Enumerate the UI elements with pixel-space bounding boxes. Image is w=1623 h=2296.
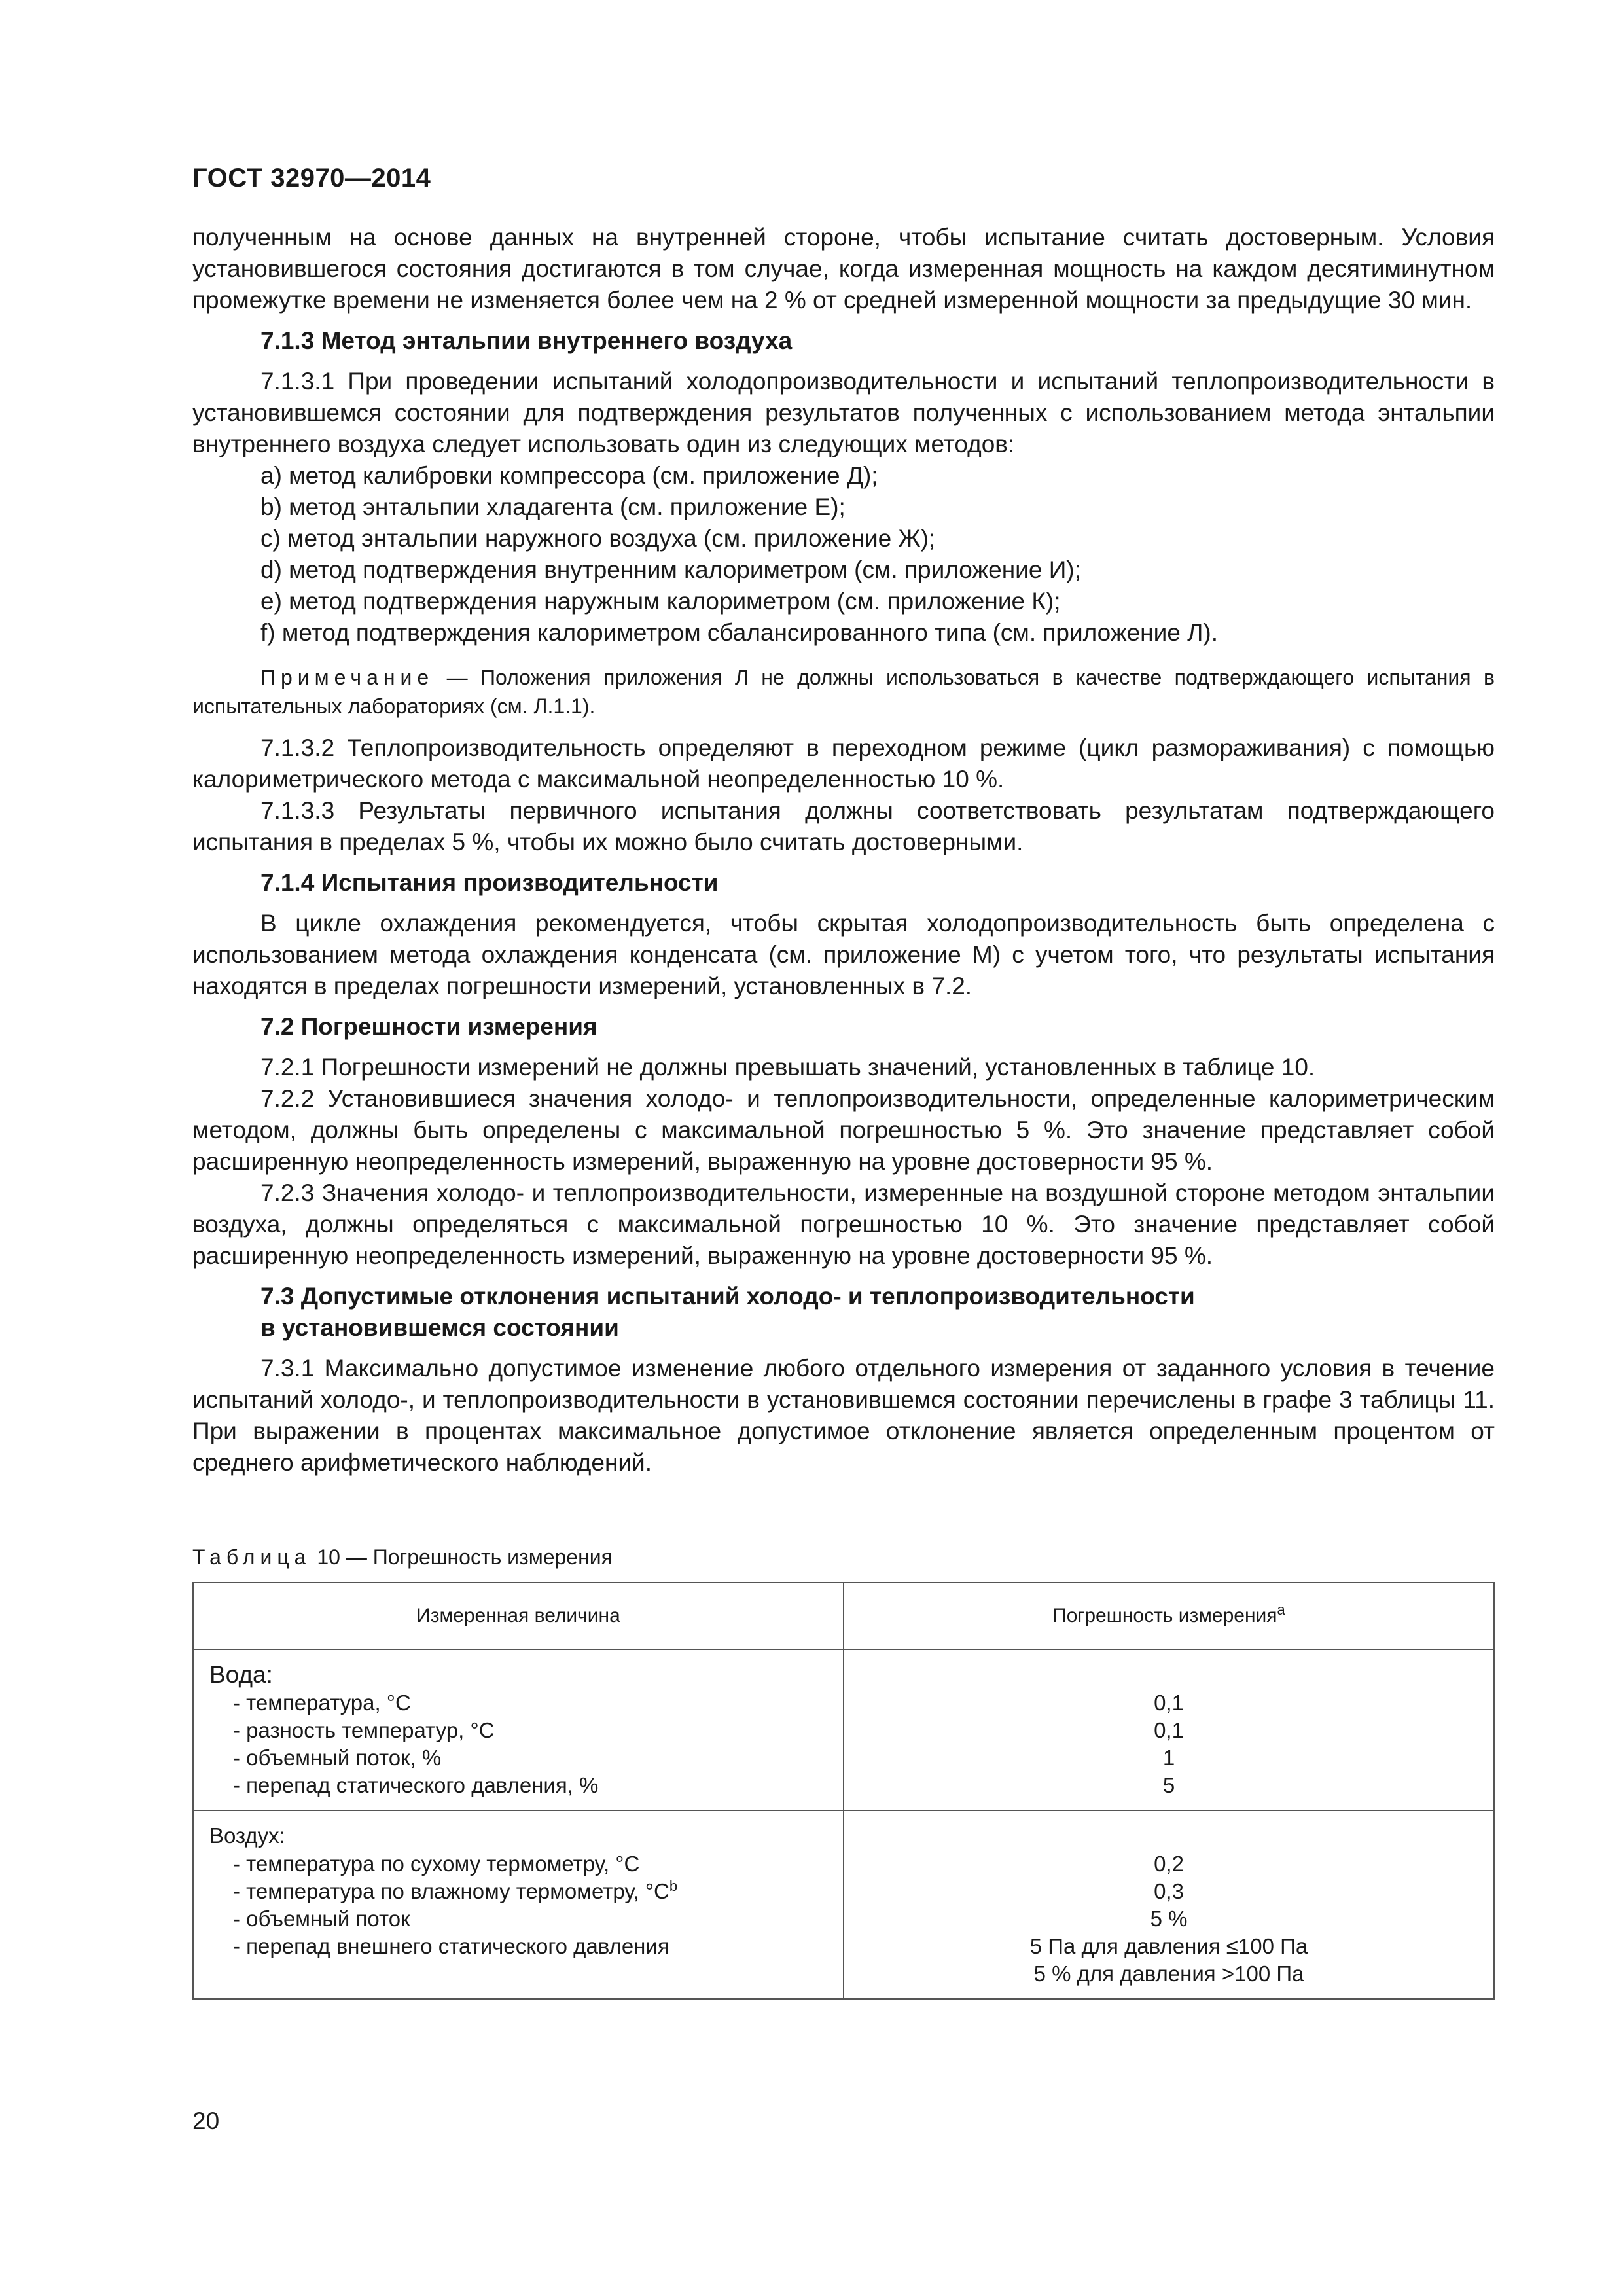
air-value: 0,2 (1154, 1852, 1184, 1876)
list-item: b) метод энтальпии хладагента (см. приложение Е); (260, 493, 846, 520)
water-quantities-cell (193, 1649, 844, 1810)
table-caption-label: Таблица (192, 1545, 312, 1569)
water-value: 0,1 (1154, 1718, 1184, 1742)
paragraph-7-1-3-3: 7.1.3.3 Результаты первичного испытания должны соответствовать результатам подтверждающего испытания в пределах 5 %, чтобы их можно было считать достоверными. (192, 797, 1495, 855)
accuracy-header-text: Погрешность измерения (1052, 1605, 1277, 1626)
water-value: 5 (1162, 1773, 1175, 1797)
water-item: - температура, °C (233, 1691, 411, 1715)
paragraph-7-2-1: 7.2.1 Погрешности измерений не должны превышать значений, установленных в таблице 10. (260, 1054, 1315, 1081)
column-header-accuracy (844, 1583, 1494, 1649)
table-row (193, 1810, 1494, 1999)
document-page (192, 164, 1495, 2000)
note-text: — Положения приложения Л не должны использоваться в качестве подтверждающего испытания в испытательных лабораториях (см. Л.1.1). (192, 666, 1495, 718)
list-item: e) метод подтверждения наружным калориметром (см. приложение К); (260, 588, 1061, 615)
page-number: 20 (192, 2108, 220, 2134)
air-group-heading: Воздух: (209, 1823, 285, 1848)
list-item: a) метод калибровки компрессора (см. приложение Д); (260, 462, 878, 489)
paragraph-7-1-3-1: 7.1.3.1 При проведении испытаний холодопроизводительности и испытаний теплопроизводительности в установившемся состоянии для подтверждения результатов полученных с использованием метода энтальпии внутреннего воздуха следует использовать один из следующих методов: (192, 368, 1495, 457)
list-item: f) метод подтверждения калориметром сбалансированного типа (см. приложение Л). (260, 619, 1218, 646)
water-value: 0,1 (1154, 1691, 1184, 1715)
air-value: 5 % (1150, 1907, 1188, 1931)
list-item: c) метод энтальпии наружного воздуха (см. приложение Ж); (260, 525, 936, 552)
air-value: 5 % для давления >100 Па (1033, 1962, 1304, 1986)
section-title-7-2: 7.2 Погрешности измерения (260, 1013, 597, 1040)
footnote-marker-a: a (1277, 1602, 1285, 1618)
air-item: - температура по сухому термометру, °C (233, 1852, 640, 1876)
table-caption-text: 10 — Погрешность измерения (311, 1545, 613, 1569)
water-value: 1 (1162, 1746, 1175, 1770)
note (192, 663, 1495, 721)
paragraph-7-1-4: В цикле охлаждения рекомендуется, чтобы скрытая холодопроизводительность быть определена с использованием метода охлаждения конденсата (см. приложение М) с учетом того, что результаты испытания находятся в пределах погрешности измерений, установленных в 7.2. (192, 910, 1495, 999)
water-item: - разность температур, °C (233, 1718, 495, 1742)
water-group-heading: Вода: (209, 1661, 273, 1688)
air-quantities-cell (193, 1810, 844, 1999)
table-row (193, 1649, 1494, 1810)
note-label: Примечание (260, 666, 435, 689)
paragraph-7-2-2: 7.2.2 Установившиеся значения холодо- и теплопроизводительности, определенные калориметрическим методом, должны быть определены с максимальной погрешностью 5 %. Это значение представляет собой расширенную неопределенность измерений, выраженную на уровне достоверности 95 %. (192, 1085, 1495, 1175)
paragraph-intro: полученным на основе данных на внутренней стороне, чтобы испытание считать достоверным. Условия установившегося состояния достигаются в том случае, когда измеренная мощность на каждом десятиминутном промежутке времени не изменяется более чем на 2 % от средней измеренной мощности за предыдущие 30 мин. (192, 224, 1495, 314)
air-value: 0,3 (1154, 1879, 1184, 1903)
paragraph-7-2-3: 7.2.3 Значения холодо- и теплопроизводительности, измеренные на воздушной стороне методом энтальпии воздуха, должны определяться с максимальной погрешностью 10 %. Это значение представляет собой расширенную неопределенность измерений, выраженную на уровне достоверности 95 %. (192, 1179, 1495, 1269)
water-item: - объемный поток, % (233, 1746, 442, 1770)
table-caption (192, 1544, 1495, 1570)
air-value: 5 Па для давления ≤100 Па (1029, 1934, 1308, 1958)
column-header-quantity: Измеренная величина (193, 1583, 844, 1649)
air-item: - объемный поток (233, 1907, 410, 1931)
section-title-7-1-3: 7.1.3 Метод энтальпии внутреннего воздуха (260, 327, 793, 354)
paragraph-7-3-1: 7.3.1 Максимально допустимое изменение любого отдельного измерения от заданного условия в течение испытаний холодо-, и теплопроизводительности в установившемся состоянии перечислены в графе 3 таблицы 11. При выражении в процентах максимальное допустимое отклонение является определенным процентом от среднего арифметического наблюдений. (192, 1355, 1495, 1476)
paragraph-7-1-3-2: 7.1.3.2 Теплопроизводительность определяют в переходном режиме (цикл размораживания) с помощью калориметрического метода с максимальной неопределенностью 10 %. (192, 734, 1495, 793)
water-item: - перепад статического давления, % (233, 1773, 599, 1797)
section-title-7-3-line2: в установившемся состоянии (260, 1314, 619, 1341)
list-item: d) метод подтверждения внутренним калориметром (см. приложение И); (260, 556, 1081, 583)
methods-list (192, 460, 1495, 649)
air-item: - перепад внешнего статического давления (233, 1934, 669, 1958)
air-item-text: - температура по влажному термометру, °C (233, 1879, 669, 1903)
document-header: ГОСТ 32970—2014 (192, 164, 431, 192)
air-item (194, 1878, 843, 1905)
section-title-7-3: 7.3 Допустимые отклонения испытаний холодо- и теплопроизводительности (260, 1283, 1195, 1310)
table-header-row (193, 1583, 1494, 1649)
air-values-cell (844, 1810, 1494, 1999)
section-title-7-1-4: 7.1.4 Испытания производительности (260, 869, 719, 896)
water-values-cell (844, 1649, 1494, 1810)
measurement-table (192, 1582, 1495, 2000)
footnote-marker-b: b (669, 1878, 678, 1894)
